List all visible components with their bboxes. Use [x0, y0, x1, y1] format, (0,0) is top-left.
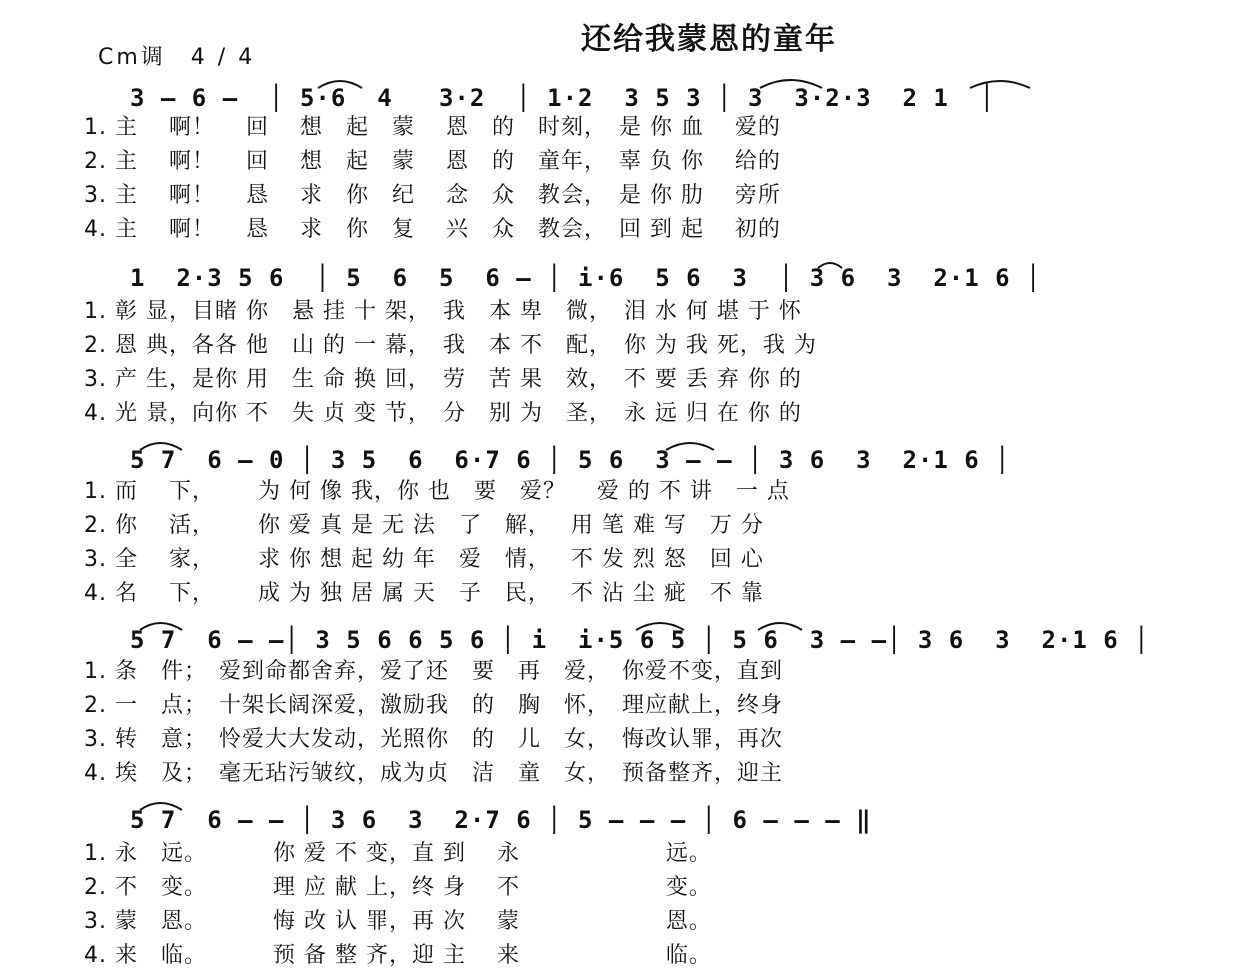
slur-mark	[140, 803, 182, 810]
slur-mark	[140, 443, 182, 450]
lyric-line-verse-4: 4. 主 啊！ 恳 求 你 复 兴 众 教会， 回 到 起 初的	[84, 217, 781, 242]
lyric-line-verse-3: 3. 主 啊！ 恳 求 你 纪 念 众 教会， 是 你 肋 旁所	[84, 183, 781, 208]
slur-mark	[970, 81, 1030, 88]
lyric-line-verse-1: 1. 彰 显，目睹 你 悬 挂 十 架， 我 本 卑 微， 泪 水 何 堪 于 怀	[84, 299, 802, 324]
numbered-notation-line: 1 2·3 5 6 │ 5 6 5 6 — │ i·6 5 6 3 │ 3 6 3 2·1 6 │	[130, 264, 1042, 292]
slur-mark	[758, 623, 802, 630]
slur-mark	[636, 623, 684, 630]
key-signature: Cm调 4 / 4	[98, 45, 256, 70]
slur-mark	[140, 623, 182, 630]
numbered-notation-line: 5 7 6 — 0 │ 3 5 6 6·7 6 │ 5 6 3 — — │ 3 6 3 2·1 6 │	[130, 446, 1011, 474]
numbered-notation-line: 3 — 6 — │ 5·6 4 3·2 │ 1·2 3 5 3 │ 3 3·2·3 2 1 │	[130, 84, 996, 112]
lyric-line-verse-2: 2. 主 啊！ 回 想 起 蒙 恩 的 童年， 辜 负 你 给的	[84, 149, 781, 174]
slur-mark	[318, 81, 362, 88]
lyric-line-verse-3: 3. 产 生，是你 用 生 命 换 回， 劳 苦 果 效， 不 要 丢 弃 你 的	[84, 367, 802, 392]
lyric-line-verse-1: 1. 永 远。 你 爱 不 变，直 到 永 远。	[84, 841, 712, 866]
lyric-line-verse-2: 2. 一 点； 十架长阔深爱，激励我 的 胸 怀， 理应献上，终身	[84, 693, 783, 718]
lyric-line-verse-3: 3. 全 家， 求 你 想 起 幼 年 爱 情， 不 发 烈 怒 回 心	[84, 547, 764, 572]
lyric-line-verse-1: 1. 而 下， 为 何 像 我，你 也 要 爱？ 爱 的 不 讲 一 点	[84, 479, 790, 504]
lyric-line-verse-2: 2. 恩 典，各各 他 山 的 一 幕， 我 本 不 配， 你 为 我 死，我 为	[84, 333, 817, 358]
lyric-line-verse-4: 4. 名 下， 成 为 独 居 属 天 子 民， 不 沾 尘 疵 不 靠	[84, 581, 764, 606]
slur-mark	[818, 263, 842, 268]
lyric-line-verse-4: 4. 光 景，向你 不 失 贞 变 节， 分 别 为 圣， 永 远 归 在 你 的	[84, 401, 802, 426]
lyric-line-verse-1: 1. 条 件； 爱到命都舍弃，爱了还 要 再 爱， 你爱不变，直到	[84, 659, 783, 684]
numbered-notation-line: 5 7 6 — — │ 3 6 3 2·7 6 │ 5 — — — │ 6 — — — ‖	[130, 806, 872, 834]
slur-mark	[760, 80, 822, 88]
numbered-notation-line: 5 7 6 — —│ 3 5 6 6 5 6 │ i i·5 6 5 │ 5 6 3 — —│ 3 6 3 2·1 6 │	[130, 626, 1150, 654]
slur-mark	[666, 443, 714, 450]
lyric-line-verse-3: 3. 蒙 恩。 悔 改 认 罪，再 次 蒙 恩。	[84, 909, 712, 934]
lyric-line-verse-3: 3. 转 意； 怜爱大大发动，光照你 的 儿 女， 悔改认罪，再次	[84, 727, 783, 752]
lyric-line-verse-4: 4. 埃 及； 毫无玷污皱纹，成为贞 洁 童 女， 预备整齐，迎主	[84, 761, 783, 786]
song-title: 还给我蒙恩的童年	[581, 22, 837, 57]
lyric-line-verse-4: 4. 来 临。 预 备 整 齐，迎 主 来 临。	[84, 943, 712, 968]
lyric-line-verse-2: 2. 你 活， 你 爱 真 是 无 法 了 解， 用 笔 难 写 万 分	[84, 513, 764, 538]
lyric-line-verse-2: 2. 不 变。 理 应 献 上，终 身 不 变。	[84, 875, 712, 900]
lyric-line-verse-1: 1. 主 啊！ 回 想 起 蒙 恩 的 时刻， 是 你 血 爱的	[84, 115, 781, 140]
